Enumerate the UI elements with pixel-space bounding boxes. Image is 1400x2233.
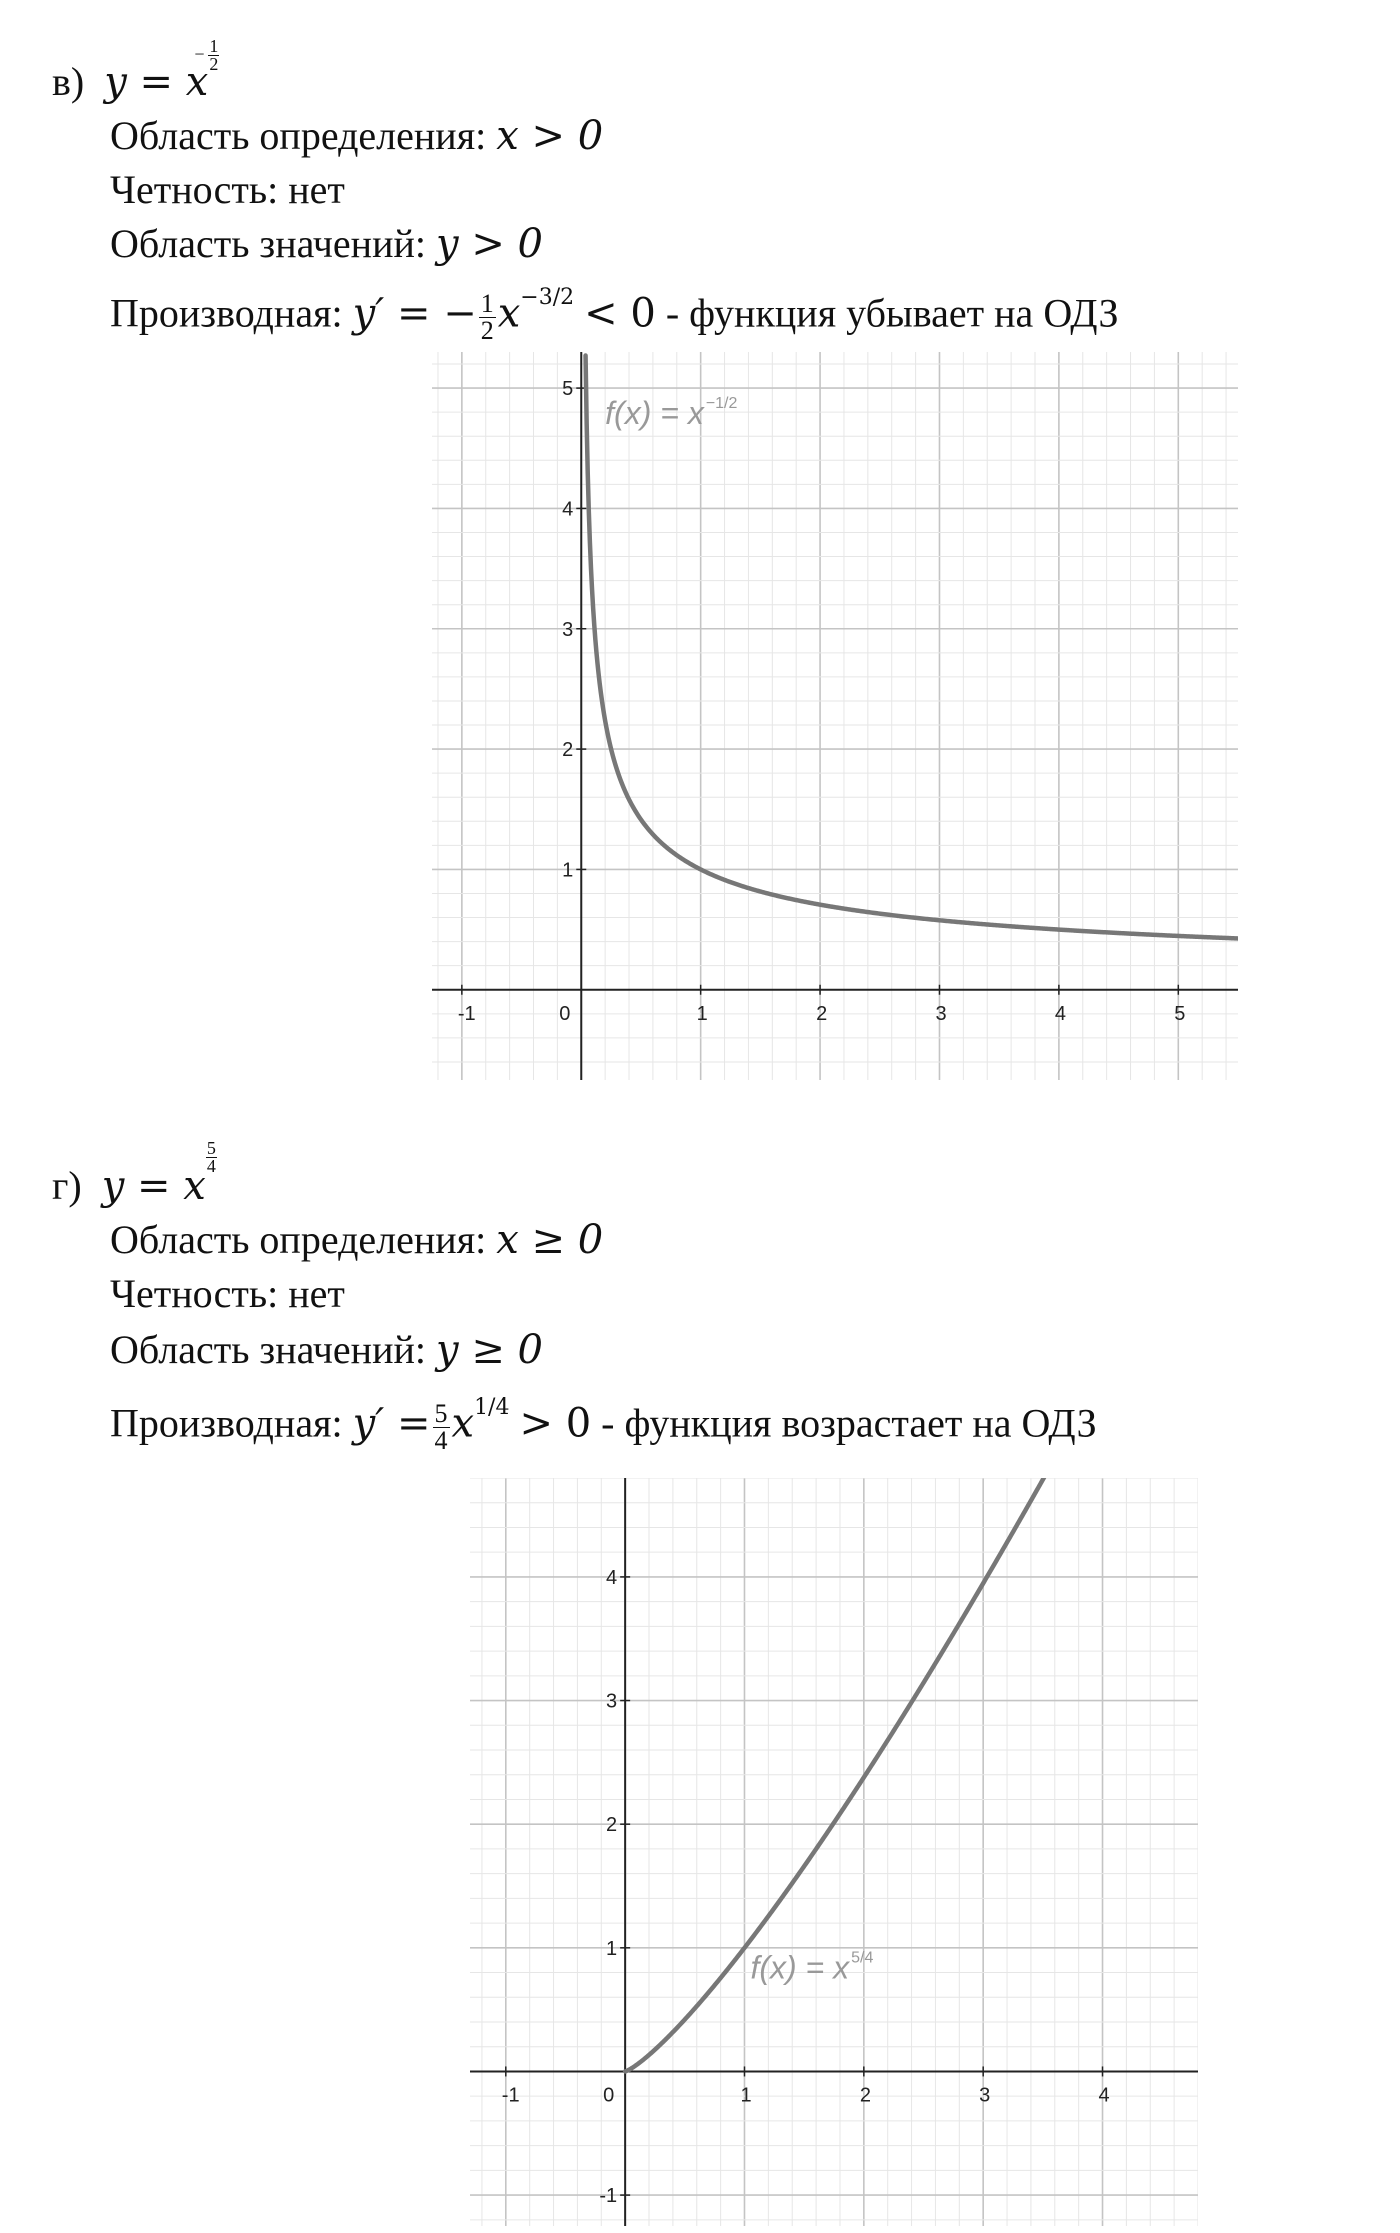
section-g-exponent: $\frac{5}{4}$ bbox=[206, 1138, 216, 1176]
function-label: f(x) = x bbox=[750, 1949, 850, 1986]
y-tick-label: 1 bbox=[606, 1937, 618, 1960]
x-tick-label: -1 bbox=[457, 1002, 476, 1025]
y-tick-label: 2 bbox=[606, 1814, 618, 1837]
section-g-domain: Область определения: x ≥ 0 bbox=[110, 1217, 604, 1263]
y-tick-label: -1 bbox=[599, 2185, 618, 2208]
x-tick-label: 1 bbox=[696, 1002, 708, 1025]
section-g-equation: y = x bbox=[101, 1163, 206, 1209]
section-v-heading bbox=[52, 36, 219, 106]
x-tick-label: 3 bbox=[935, 1002, 947, 1025]
section-g-label: г) bbox=[52, 1163, 82, 1208]
x-tick-label: 1 bbox=[740, 2084, 752, 2107]
x-tick-label: 2 bbox=[816, 1002, 828, 1025]
y-tick-label: 3 bbox=[562, 618, 574, 641]
y-tick-label: 4 bbox=[606, 1566, 618, 1589]
section-g-derivative-fraction: $\frac{5}{4}$ bbox=[434, 1398, 448, 1455]
chart-v-power-minus-half bbox=[432, 352, 1238, 1080]
x-tick-label: 4 bbox=[1054, 1002, 1067, 1025]
section-g-parity: Четность: нет bbox=[110, 1271, 345, 1316]
x-tick-label: 0 bbox=[603, 2084, 615, 2107]
function-label-exponent: 5/4 bbox=[851, 1949, 874, 1967]
section-v-derivative-fraction: $\frac{1}{2}$ bbox=[480, 288, 494, 345]
y-tick-label: 3 bbox=[606, 1690, 618, 1713]
section-v-derivative: Производная: y′ = − $\frac{1}{2}$ $x^{-3/2} < 0$ - функция убывает на ОДЗ bbox=[110, 285, 1119, 345]
function-curve bbox=[586, 356, 1238, 939]
chart-g-power-five-quarters bbox=[470, 1478, 1198, 2226]
y-tick-label: 1 bbox=[562, 859, 574, 882]
function-label-exponent: −1/2 bbox=[705, 395, 738, 413]
section-g-heading bbox=[52, 1138, 217, 1210]
section-v-domain: Область определения: x > 0 bbox=[110, 113, 604, 159]
y-tick-label: 5 bbox=[562, 378, 574, 401]
x-tick-label: 0 bbox=[559, 1002, 571, 1025]
y-tick-label: 2 bbox=[562, 739, 574, 762]
section-v-label: в) bbox=[52, 59, 85, 104]
section-g-range: Область значений: y ≥ 0 bbox=[110, 1327, 543, 1373]
section-v-parity: Четность: нет bbox=[110, 167, 345, 212]
x-tick-label: 2 bbox=[859, 2084, 871, 2107]
x-tick-label: 3 bbox=[979, 2084, 991, 2107]
section-v-equation: y = x bbox=[104, 59, 209, 105]
function-label: f(x) = x bbox=[605, 395, 704, 432]
section-v-range: Область значений: y > 0 bbox=[110, 221, 543, 267]
section-g-derivative: Производная: y′ = $\frac{5}{4}$ $x^{1/4} > 0$ - функция возрастает на ОДЗ bbox=[110, 1395, 1097, 1455]
y-tick-label: 4 bbox=[562, 498, 574, 521]
x-tick-label: 4 bbox=[1098, 2084, 1110, 2107]
x-tick-label: 5 bbox=[1174, 1002, 1186, 1025]
x-tick-label: -1 bbox=[501, 2084, 520, 2107]
section-v-exponent: − 1 2 bbox=[194, 36, 219, 74]
